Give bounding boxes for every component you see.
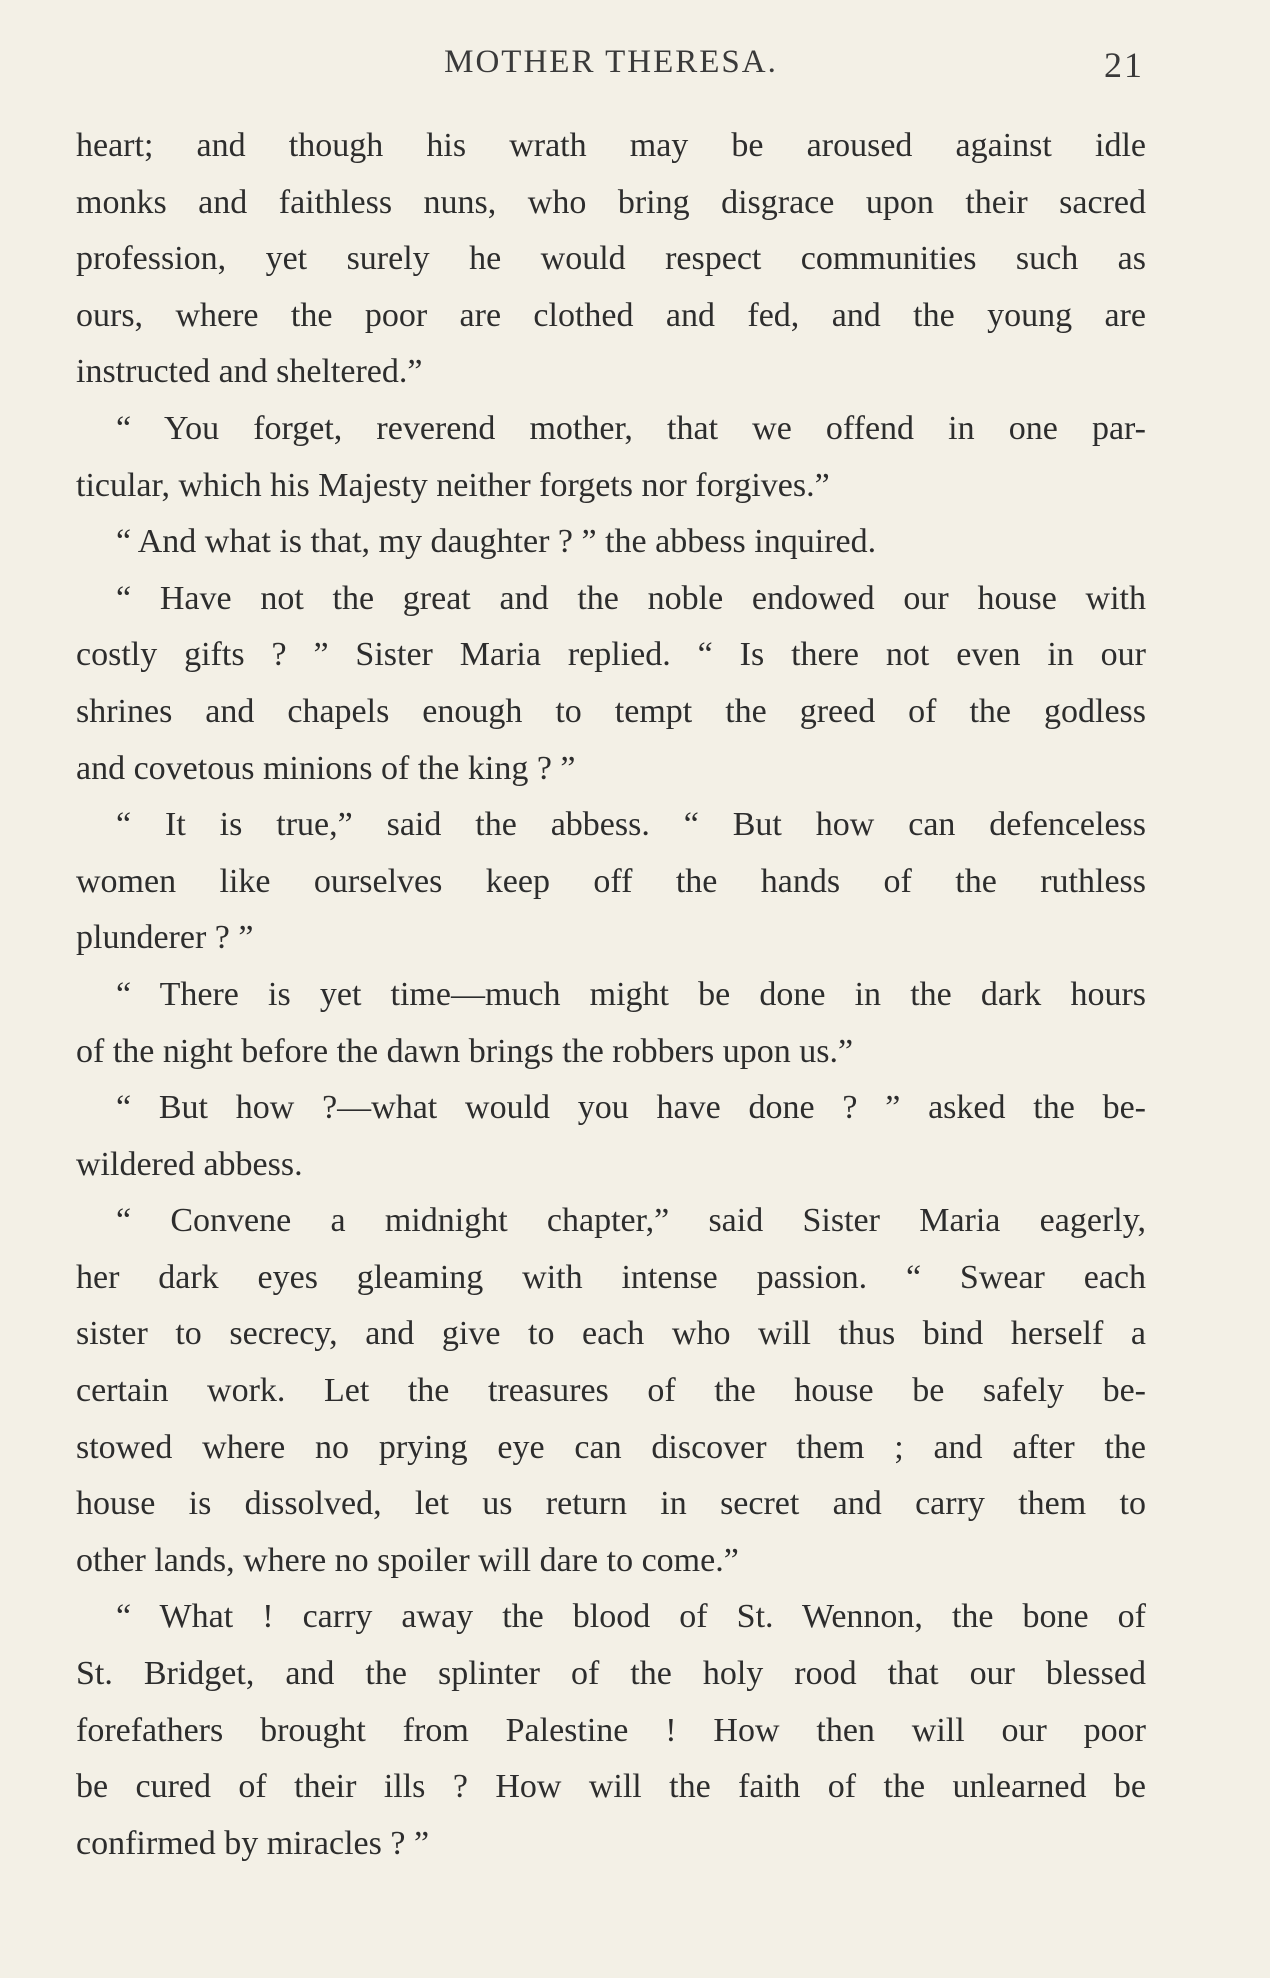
text-line: profession, yet surely he would respect communities such as [76,240,1146,278]
body-text [76,118,1146,1872]
text-line: “ There is yet time—much might be done in the dark hours [116,975,1146,1013]
text-line: monks and faithless nuns, who bring disgrace upon their sacred [76,183,1146,221]
text-line: of the night before the dawn brings the robbers upon us.” [76,1032,854,1070]
text-line: “ What ! carry away the blood of St. Wennon, the bone of [116,1598,1146,1636]
text-line: “ It is true,” said the abbess. “ But how can defenceless [116,806,1146,844]
running-title: MOTHER THERESA. [444,44,778,80]
text-line: instructed and sheltered.” [76,353,423,391]
text-line: “ Have not the great and the noble endowed our house with [116,579,1146,617]
text-line: “ And what is that, my daughter ? ” the abbess inquired. [116,523,877,561]
page-number: 21 [1104,45,1144,85]
running-head [78,44,1144,94]
text-line: other lands, where no spoiler will dare to come.” [76,1541,739,1579]
text-line: stowed where no prying eye can discover them ; and after the [76,1428,1146,1466]
text-line: shrines and chapels enough to tempt the greed of the godless [76,692,1146,730]
text-line: ticular, which his Majesty neither forgets nor forgives.” [76,466,830,504]
text-line: sister to secrecy, and give to each who will thus bind herself a [76,1315,1146,1353]
text-line: “ You forget, reverend mother, that we offend in one par- [116,409,1146,447]
text-line: wildered abbess. [76,1145,303,1183]
text-line: “ Convene a midnight chapter,” said Sister Maria eagerly, [116,1202,1146,1240]
text-line: St. Bridget, and the splinter of the holy rood that our blessed [76,1655,1146,1693]
text-line: heart; and though his wrath may be aroused against idle [76,127,1146,164]
text-line: be cured of their ills ? How will the faith of the unlearned be [76,1768,1146,1806]
text-line: her dark eyes gleaming with intense passion. “ Swear each [76,1258,1146,1296]
text-line: and covetous minions of the king ? ” [76,749,576,787]
text-line: ours, where the poor are clothed and fed, and the young are [76,296,1146,334]
text-line: forefathers brought from Palestine ! How then will our poor [76,1711,1146,1749]
text-line: certain work. Let the treasures of the house be safely be- [76,1372,1146,1410]
text-line: “ But how ?—what would you have done ? ” asked the be- [116,1089,1146,1127]
text-line: house is dissolved, let us return in secret and carry them to [76,1485,1146,1523]
text-line: women like ourselves keep off the hands of the ruthless [76,862,1146,900]
text-line: confirmed by miracles ? ” [76,1824,430,1862]
text-line: costly gifts ? ” Sister Maria replied. “ Is there not even in our [76,636,1146,674]
text-line: plunderer ? ” [76,919,254,957]
